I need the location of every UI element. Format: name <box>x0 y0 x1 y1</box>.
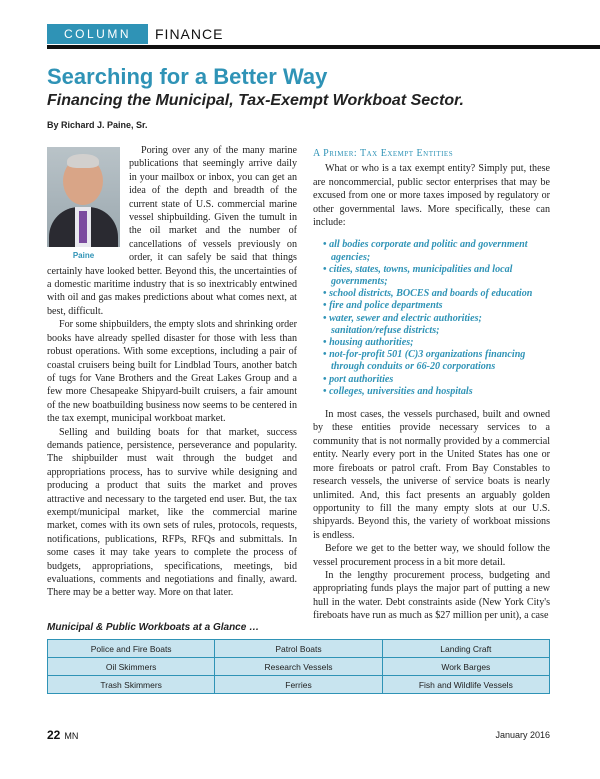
table-cell: Landing Craft <box>382 640 549 658</box>
table-cell: Research Vessels <box>215 658 382 676</box>
list-item: • housing authorities; <box>323 337 550 349</box>
table-row <box>48 658 550 676</box>
magazine-name: MN <box>64 731 79 741</box>
entity-list <box>313 239 550 398</box>
table-row <box>48 640 550 658</box>
author-photo-block <box>47 147 120 262</box>
list-item: • fire and police departments <box>323 300 550 312</box>
paragraph: Poring over any of the many marine publications that seemingly arrive daily in your mailbox or inbox, you can get an idea of the depth and breadth of the current state of U.S. commercial marine vessel shipbuilding. Given the tumult in the oil market and the number of cancellations of vessels previously on order, it can safely be said that things certainly have looked better. Beyond this, the uncertainties of a domestic maritime industry that is so inextricably entwined with oil and gas makes predictions about what comes next, at best, difficult. <box>47 145 297 317</box>
paragraph: What or who is a tax exempt entity? Simply put, these are noncommercial, public sector enterprises that may be excused from one or more taxes imposed by regulatory or other governmental laws. More specifically, these can include: <box>313 163 550 229</box>
table-cell: Patrol Boats <box>215 640 382 658</box>
issue-date: January 2016 <box>495 730 550 740</box>
author-photo <box>47 147 120 247</box>
paragraph: In the lengthy procurement process, budgeting and appropriating funds plays the major part of putting a new hull in the water. Debt constraints aside (New York City's fireboats have run as much as $27 million per unit), a case <box>313 569 550 622</box>
primer-heading: A Primer: Tax Exempt Entities <box>313 148 454 159</box>
workboat-table <box>47 639 550 694</box>
article-title: Searching for a Better Way <box>47 64 328 89</box>
header-rule <box>47 45 600 49</box>
column-label: COLUMN <box>47 24 148 44</box>
paragraph: Selling and building boats for that market, success demands patience, persistence, perseverance and popularity. The shipbuilder must wait through the budget and appropriations process, has to survive while designing and producing a product that suits the market and proves attractive and necessary to the targeted end user. But, the tax exempt/municipal market, like the commercial marine market, comes with its own sets of rules, protocols, requests, notifications, publications, RFPs, RFQs and submittals. In some cases it may take years to complete the process of budgets, appropriations, specifications, meetings, bid evaluations, comments and negotiations and finally, award. There may be a better way. More on that later. <box>47 426 297 599</box>
table-title: Municipal & Public Workboats at a Glance … <box>47 622 260 633</box>
table-cell: Work Barges <box>382 658 549 676</box>
table-cell: Police and Fire Boats <box>48 640 215 658</box>
list-item: • school districts, BOCES and boards of education <box>323 288 550 300</box>
photo-caption: Paine <box>72 251 95 260</box>
table-cell: Fish and Wildlife Vessels <box>382 676 549 694</box>
page-header <box>0 0 600 50</box>
page-footer-left <box>47 728 78 742</box>
list-item: • all bodies corporate and politic and government agencies; <box>323 239 550 263</box>
list-item: • cities, states, towns, municipalities and local governments; <box>323 264 550 288</box>
table-cell: Oil Skimmers <box>48 658 215 676</box>
list-item: • colleges, universities and hospitals <box>323 386 550 398</box>
list-item: • water, sewer and electric authorities; sanitation/refuse districts; <box>323 313 550 337</box>
byline: By Richard J. Paine, Sr. <box>47 120 148 130</box>
table-row <box>48 676 550 694</box>
table-cell: Trash Skimmers <box>48 676 215 694</box>
article-subtitle: Financing the Municipal, Tax-Exempt Workboat Sector. <box>47 92 464 109</box>
section-label: FINANCE <box>155 26 224 42</box>
list-item: • port authorities <box>323 374 550 386</box>
right-column <box>313 147 550 623</box>
table-cell: Ferries <box>215 676 382 694</box>
left-column <box>47 147 297 600</box>
paragraph: For some shipbuilders, the empty slots and shrinking order books have already spelled disaster for those with less than robust operations. With some exceptions, including a pair of coastal cruisers being built for Lindblad Tours, another batch of tugs for Vane Brothers and the Great Lakes Group and a few more Chesapeake Shipyard-built cruisers, a fair amount of the new boatbuilding business now seems to be centered in the tax exempt, municipal workboat market. <box>47 319 297 425</box>
paragraph: Before we get to the better way, we should follow the vessel procurement process in a bit more detail. <box>313 543 550 568</box>
paragraph: In most cases, the vessels purchased, built and owned by these entities provide necessary services to a community that is not normally provided by a commercial entity. Nearly every port in the United States has one or more fireboats or patrol craft. From Bay Constables to research vessels, the universe of service boats is nearly unlimited. And, this fact presents an arguably golden opportunity to fill the many empty slots at our U.S. shipyards. Beyond this, the variety of workboat missions is endless. <box>313 409 550 541</box>
list-item: • not-for-profit 501 (C)3 organizations financing through conduits or 66-20 corporations <box>323 349 550 373</box>
page-number: 22 <box>47 728 61 742</box>
